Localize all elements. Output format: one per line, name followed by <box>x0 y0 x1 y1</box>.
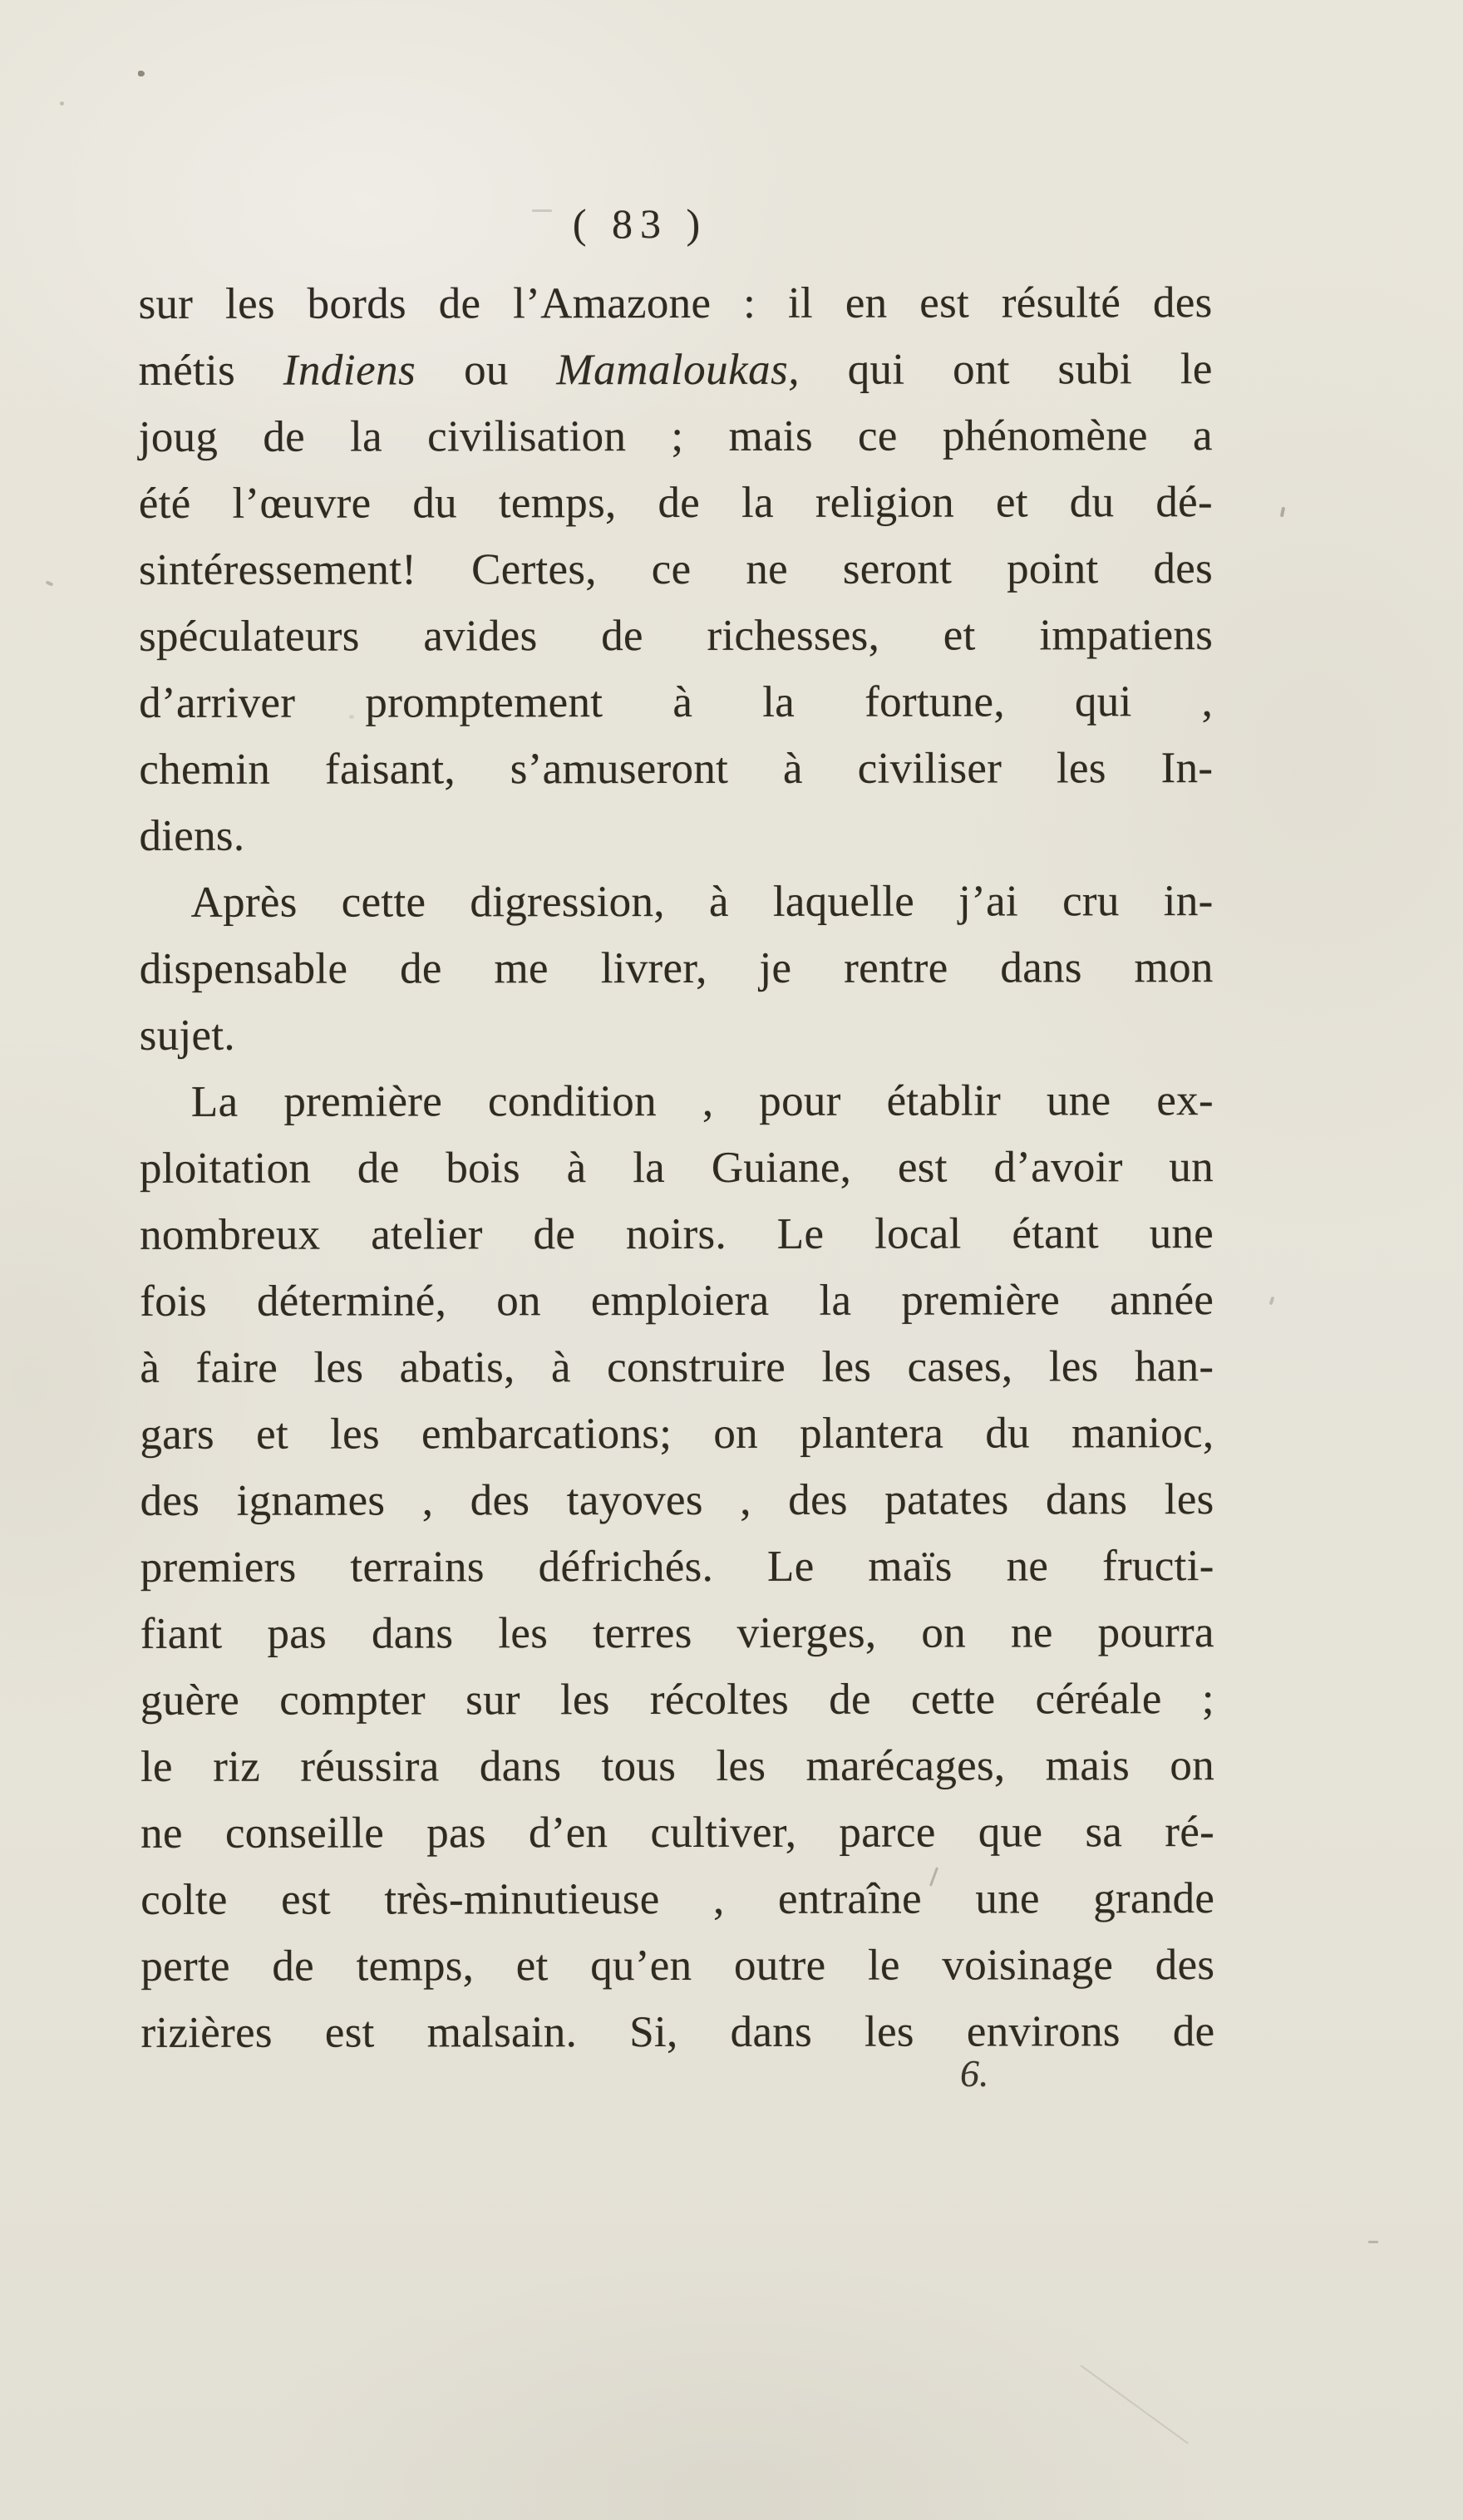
text-segment: sintéressement! Certes, ce ne seront point des <box>138 544 1214 594</box>
paper-speck <box>138 71 145 76</box>
text-line <box>140 1200 1214 1268</box>
text-segment: chemin faisant, s’amuseront à civiliser les In- <box>139 744 1214 794</box>
text-line <box>140 1998 1214 2066</box>
text-segment: Après cette digression, à laquelle j’ai cru in- <box>190 877 1214 927</box>
text-segment: La première condition , pour établir une ex- <box>190 1076 1214 1126</box>
text-line <box>139 469 1213 537</box>
text-line <box>140 1001 1214 1069</box>
text-line <box>139 668 1213 736</box>
text-line <box>138 269 1212 337</box>
text-line <box>140 1533 1214 1601</box>
text-segment: à faire les abatis, à construire les cases, les han- <box>140 1342 1214 1392</box>
text-segment: ne conseille pas d’en cultiver, parce que sa ré- <box>140 1808 1215 1858</box>
text-segment: métis <box>138 346 283 395</box>
text-segment: perte de temps, et qu’en outre le voisinage des <box>140 1941 1215 1991</box>
text-segment: ou <box>416 346 557 395</box>
italic-text: Mamaloukas, <box>556 345 800 395</box>
italic-text: Indiens <box>283 346 416 395</box>
page-number: ( 83 ) <box>572 200 708 247</box>
paper-speck <box>1368 2241 1378 2243</box>
page-text <box>138 269 1214 2066</box>
text-line <box>139 336 1213 404</box>
paper-speck <box>349 715 354 719</box>
text-line <box>140 1267 1214 1335</box>
signature-mark: 6. <box>960 2052 989 2094</box>
text-segment: sur les bords de l’Amazone : il en est résulté des <box>138 278 1213 328</box>
text-segment: colte est très-minutieuse , entraîne une grande <box>140 1874 1215 1924</box>
text-segment: diens. <box>139 811 245 860</box>
text-segment: rizières est malsain. Si, dans les environs de <box>140 2007 1215 2057</box>
paper-speck <box>1280 507 1285 518</box>
text-segment: fiant pas dans les terres vierges, on ne pourra <box>140 1608 1214 1658</box>
text-line <box>140 934 1214 1002</box>
text-segment: spéculateurs avides de richesses, et impatiens <box>139 611 1214 661</box>
text-segment: joug de la civilisation ; mais ce phénomène a <box>138 411 1213 461</box>
text-line <box>139 602 1213 670</box>
text-segment: été l’œuvre du temps, de la religion et du dé- <box>138 478 1213 528</box>
text-segment: qui ont subi le <box>799 345 1213 394</box>
text-line <box>139 535 1213 603</box>
text-line <box>140 1400 1214 1468</box>
paper-speck <box>46 580 54 586</box>
text-line <box>140 1333 1214 1401</box>
text-line <box>139 735 1213 803</box>
text-segment: fois déterminé, on emploiera la première année <box>140 1276 1214 1326</box>
paper-scratch <box>1080 2365 1189 2444</box>
text-segment: nombreux atelier de noirs. Le local étant une <box>140 1209 1214 1259</box>
text-line <box>139 801 1213 869</box>
text-line <box>140 1799 1214 1867</box>
paper-speck <box>1269 1297 1275 1306</box>
text-line <box>140 1732 1214 1800</box>
paper-speck <box>532 209 552 212</box>
text-line <box>140 1466 1214 1534</box>
text-line <box>140 1666 1214 1734</box>
text-segment: gars et les embarcations; on plantera du manioc, <box>140 1409 1214 1459</box>
text-segment: d’arriver promptement à la fortune, qui , <box>139 677 1214 727</box>
paper-speck <box>60 101 64 106</box>
text-line <box>140 1599 1214 1667</box>
text-segment: ploitation de bois à la Guiane, est d’avoir un <box>139 1143 1214 1193</box>
text-segment: sujet. <box>139 1011 235 1060</box>
text-segment: dispensable de me livrer, je rentre dans mon <box>139 943 1214 993</box>
text-line <box>140 1067 1214 1135</box>
text-line <box>139 868 1213 936</box>
text-line <box>140 1932 1214 2000</box>
text-line <box>140 1865 1214 1933</box>
text-line <box>140 1134 1214 1202</box>
text-segment: guère compter sur les récoltes de cette céréale ; <box>140 1675 1214 1725</box>
text-segment: des ignames , des tayoves , des patates dans les <box>140 1475 1214 1525</box>
text-segment: premiers terrains défrichés. Le maïs ne fructi- <box>140 1542 1214 1592</box>
text-segment: le riz réussira dans tous les marécages, mais on <box>140 1741 1215 1791</box>
text-line <box>139 402 1213 470</box>
